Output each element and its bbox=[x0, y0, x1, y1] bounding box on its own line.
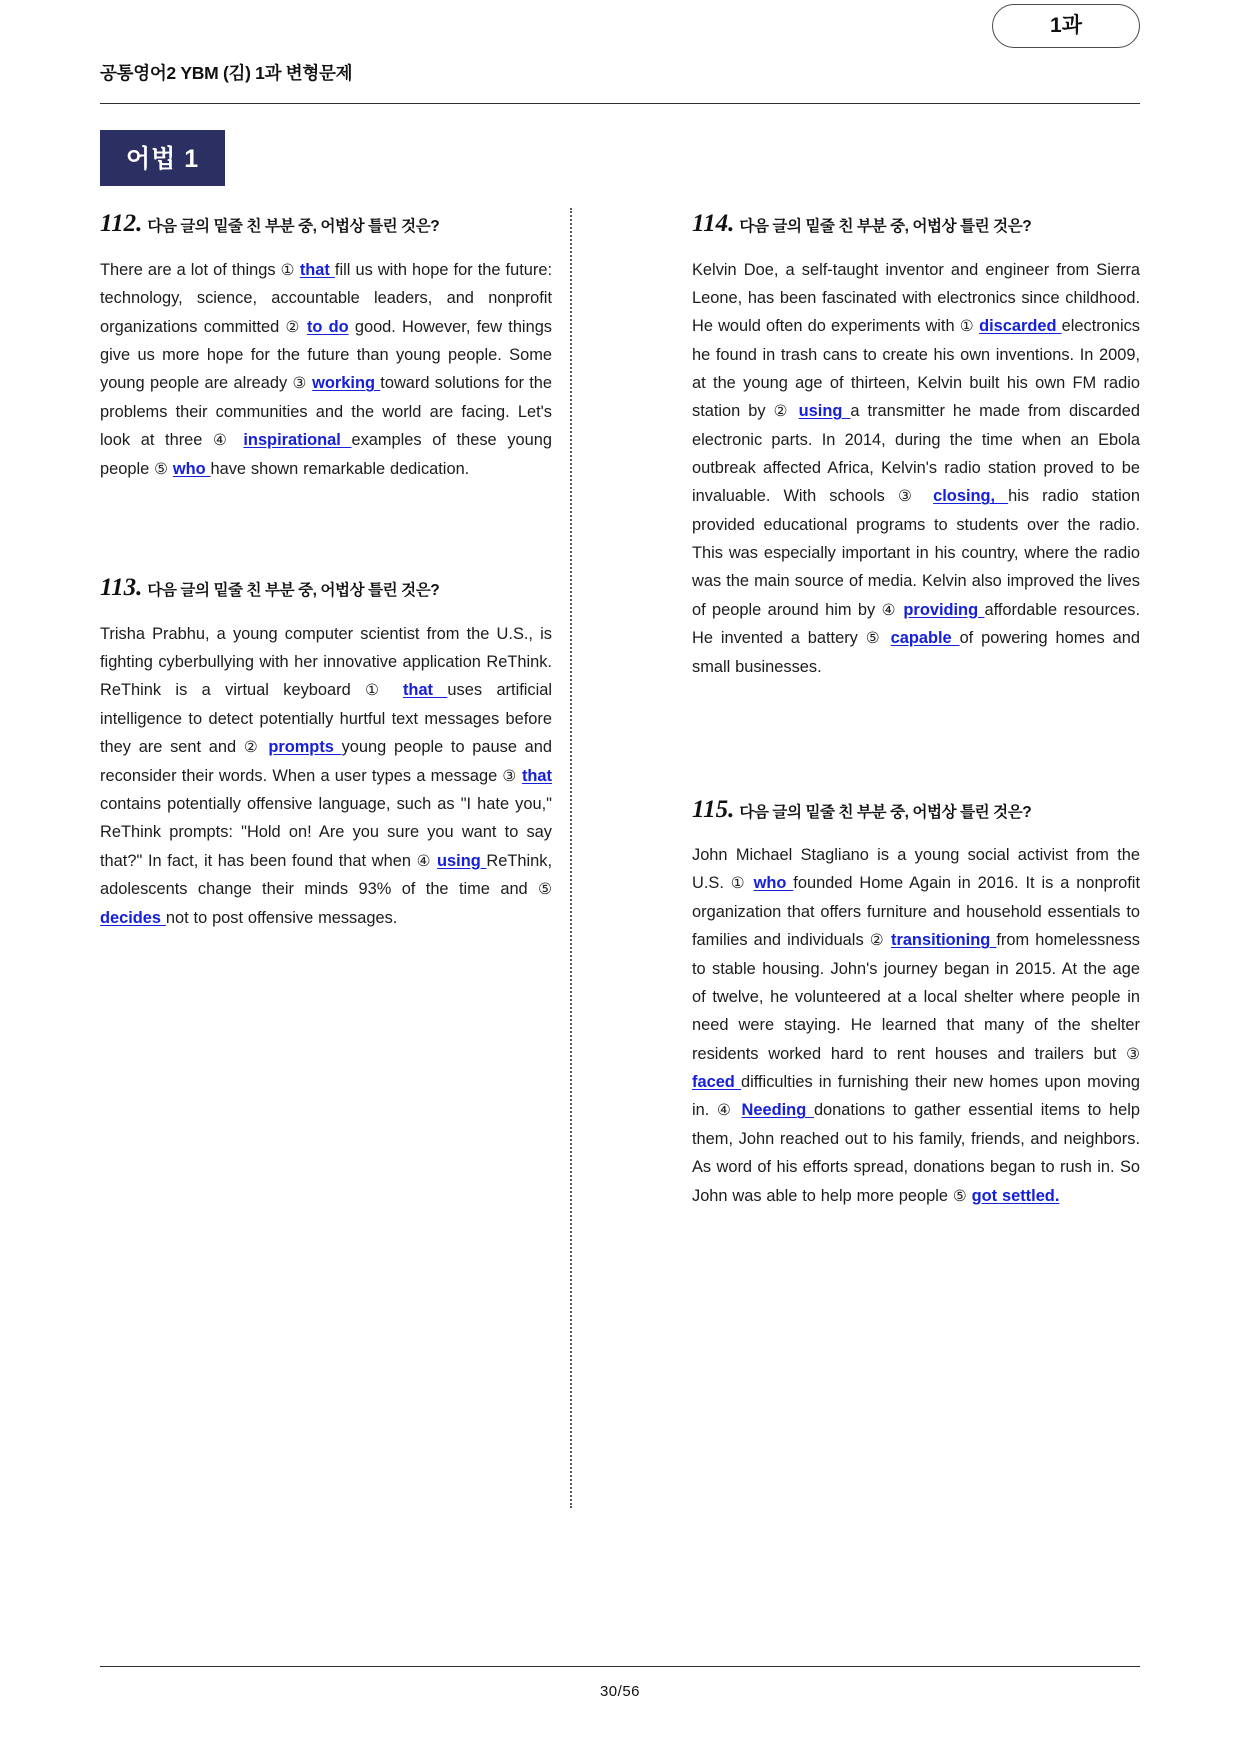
question-passage bbox=[692, 256, 1140, 681]
question-prompt: 다음 글의 밑줄 친 부분 중, 어법상 틀린 것은? bbox=[739, 218, 1032, 235]
passage-text: uses artificial intelligence to detect potentially hurtful text messages before they are sent and bbox=[100, 681, 552, 756]
passage-text: examples of these young people bbox=[100, 431, 552, 478]
answer-choice[interactable]: that bbox=[402, 681, 448, 700]
question-115 bbox=[692, 794, 1140, 1211]
question-number: 112. bbox=[100, 210, 143, 237]
answer-choice[interactable]: prompts bbox=[268, 737, 342, 756]
passage-text: his radio station provided educational programs to students over the radio. This was especially important in his country, where the radio was the main source of media. Kelvin also improved the lives of people around him by bbox=[692, 487, 1140, 619]
question-prompt: 다음 글의 밑줄 친 부분 중, 어법상 틀린 것은? bbox=[739, 803, 1032, 821]
lesson-badge: 1과 bbox=[992, 4, 1140, 48]
choice-marker: ① bbox=[365, 682, 389, 700]
question-passage bbox=[100, 620, 552, 933]
question-number: 113. bbox=[100, 573, 143, 601]
question-number: 114. bbox=[692, 210, 735, 237]
choice-marker: ② bbox=[285, 318, 301, 336]
choice-marker: ② bbox=[243, 738, 261, 756]
header-title: 공통영어2 YBM (김) 1과 변형문제 bbox=[100, 63, 353, 83]
choice-marker: ① bbox=[280, 261, 295, 279]
passage-text: have shown remarkable dedication. bbox=[210, 459, 470, 478]
choice-marker: ④ bbox=[717, 1102, 734, 1120]
choice-marker: ① bbox=[730, 875, 747, 893]
passage-text: difficulties in furnishing their new homes upon moving in. bbox=[692, 1073, 1141, 1120]
page-header bbox=[100, 0, 1140, 104]
section-label-wrap bbox=[100, 130, 1140, 186]
answer-choice[interactable]: who bbox=[172, 459, 211, 478]
answer-choice[interactable]: decides bbox=[100, 908, 166, 927]
choice-marker: ⑤ bbox=[952, 1187, 967, 1205]
choice-marker: ③ bbox=[897, 488, 921, 506]
choice-marker: ④ bbox=[881, 601, 898, 619]
passage-text: founded Home Again in 2016. It is a nonprofit organization that offers furniture and household essentials to families and individuals bbox=[692, 874, 1140, 950]
answer-choice[interactable]: providing bbox=[903, 600, 985, 619]
choice-marker: ⑤ bbox=[538, 881, 552, 899]
passage-text: electronics he found in trash cans to create his own inventions. In 2009, at the young age of thirteen, Kelvin built his own FM radio station by bbox=[692, 317, 1140, 421]
column-left bbox=[100, 208, 570, 1508]
answer-choice[interactable]: transitioning bbox=[890, 931, 997, 950]
question-spacer bbox=[692, 698, 1140, 794]
question-heading bbox=[692, 208, 1140, 239]
answer-choice[interactable]: got settled. bbox=[971, 1186, 1060, 1205]
column-divider bbox=[570, 208, 670, 1508]
answer-choice[interactable]: who bbox=[753, 874, 794, 893]
section-label: 어법 1 bbox=[100, 130, 225, 186]
answer-choice[interactable]: faced bbox=[692, 1073, 741, 1092]
passage-text: John Michael Stagliano is a young social activist from the U.S. bbox=[692, 846, 1140, 893]
answer-choice[interactable]: using bbox=[437, 851, 487, 870]
question-passage bbox=[100, 256, 552, 484]
passage-text: good. However, few things give us more hope for the future than young people. Some young people are already bbox=[100, 317, 553, 393]
choice-marker: ③ bbox=[292, 375, 307, 393]
passage-text: Trisha Prabhu, a young computer scientist from the U.S., is fighting cyberbullying with her innovative application ReThink. ReThink is a virtual keyboard bbox=[100, 624, 552, 700]
answer-choice[interactable]: working bbox=[312, 374, 381, 393]
passage-text: There are a lot of things bbox=[100, 260, 281, 279]
answer-choice[interactable]: capable bbox=[890, 629, 960, 648]
choice-marker: ② bbox=[869, 932, 885, 950]
passage-text: contains potentially offensive language, such as "I hate you," ReThink prompts: "Hold on! Are you sure you want to say that?" In fact, it has been found that when bbox=[100, 795, 552, 870]
choice-marker: ④ bbox=[416, 852, 432, 870]
answer-choice[interactable]: Needing bbox=[741, 1101, 814, 1120]
choice-marker: ⑤ bbox=[865, 630, 883, 648]
passage-text: not to post offensive messages. bbox=[165, 908, 398, 927]
passage-text: a transmitter he made from discarded electronic parts. In 2014, during the time when an Ebola outbreak affected Africa, Kelvin's radio station proved to be invaluable. With schools bbox=[692, 402, 1141, 506]
page-footer bbox=[100, 1666, 1140, 1700]
passage-text: from homelessness to stable housing. John's journey began in 2015. At the age of twelve, he volunteered at a local shelter where people in need were staying. He learned that many of the shelter residents worked hard to rent houses and trailers but bbox=[692, 931, 1140, 1063]
passage-text: young people to pause and reconsider their words. When a user types a message bbox=[100, 737, 553, 785]
question-112 bbox=[100, 208, 552, 484]
answer-choice[interactable]: inspirational bbox=[243, 431, 352, 450]
passage-text: of powering homes and small businesses. bbox=[692, 629, 1140, 676]
question-heading bbox=[100, 208, 552, 239]
passage-text: affordable resources. He invented a battery bbox=[692, 600, 1140, 648]
question-heading bbox=[692, 794, 1140, 825]
question-prompt: 다음 글의 밑줄 친 부분 중, 어법상 틀린 것은? bbox=[147, 218, 440, 235]
choice-marker: ⑤ bbox=[154, 460, 168, 478]
passage-text: fill us with hope for the future: technology, science, accountable leaders, and nonprofit organizations committed bbox=[100, 260, 553, 336]
question-passage bbox=[692, 841, 1140, 1210]
choice-marker: ④ bbox=[213, 432, 233, 450]
choice-marker: ③ bbox=[502, 767, 517, 785]
passage-text: toward solutions for the problems their communities and the world are facing. Let's look at three bbox=[100, 374, 552, 450]
answer-choice[interactable]: closing, bbox=[933, 487, 1009, 506]
answer-choice[interactable]: that bbox=[299, 260, 335, 279]
choice-marker: ③ bbox=[1126, 1045, 1140, 1063]
choice-marker: ① bbox=[959, 318, 974, 336]
answer-choice[interactable]: to do bbox=[306, 317, 349, 336]
question-number: 115. bbox=[692, 795, 735, 823]
question-113 bbox=[100, 572, 552, 932]
question-spacer bbox=[100, 500, 552, 572]
question-prompt: 다음 글의 밑줄 친 부분 중, 어법상 틀린 것은? bbox=[147, 581, 440, 599]
column-right bbox=[670, 208, 1140, 1508]
answer-choice[interactable]: using bbox=[798, 402, 851, 421]
answer-choice[interactable]: that bbox=[521, 766, 552, 785]
choice-marker: ② bbox=[773, 403, 791, 421]
question-114 bbox=[692, 208, 1140, 681]
passage-text: ReThink, adolescents change their minds 93% of the time and bbox=[100, 851, 552, 899]
page-number: 30/56 bbox=[599, 1683, 641, 1700]
question-heading bbox=[100, 572, 552, 603]
columns-container bbox=[100, 208, 1140, 1508]
passage-text: Kelvin Doe, a self-taught inventor and engineer from Sierra Leone, has been fascinated with electronics since childhood. He would often do experiments with bbox=[692, 260, 1140, 336]
answer-choice[interactable]: discarded bbox=[979, 317, 1062, 336]
passage-text: donations to gather essential items to help them, John reached out to his family, friends, and neighbors. As word of his efforts spread, donations began to rush in. So John was able to help more people bbox=[692, 1101, 1141, 1205]
